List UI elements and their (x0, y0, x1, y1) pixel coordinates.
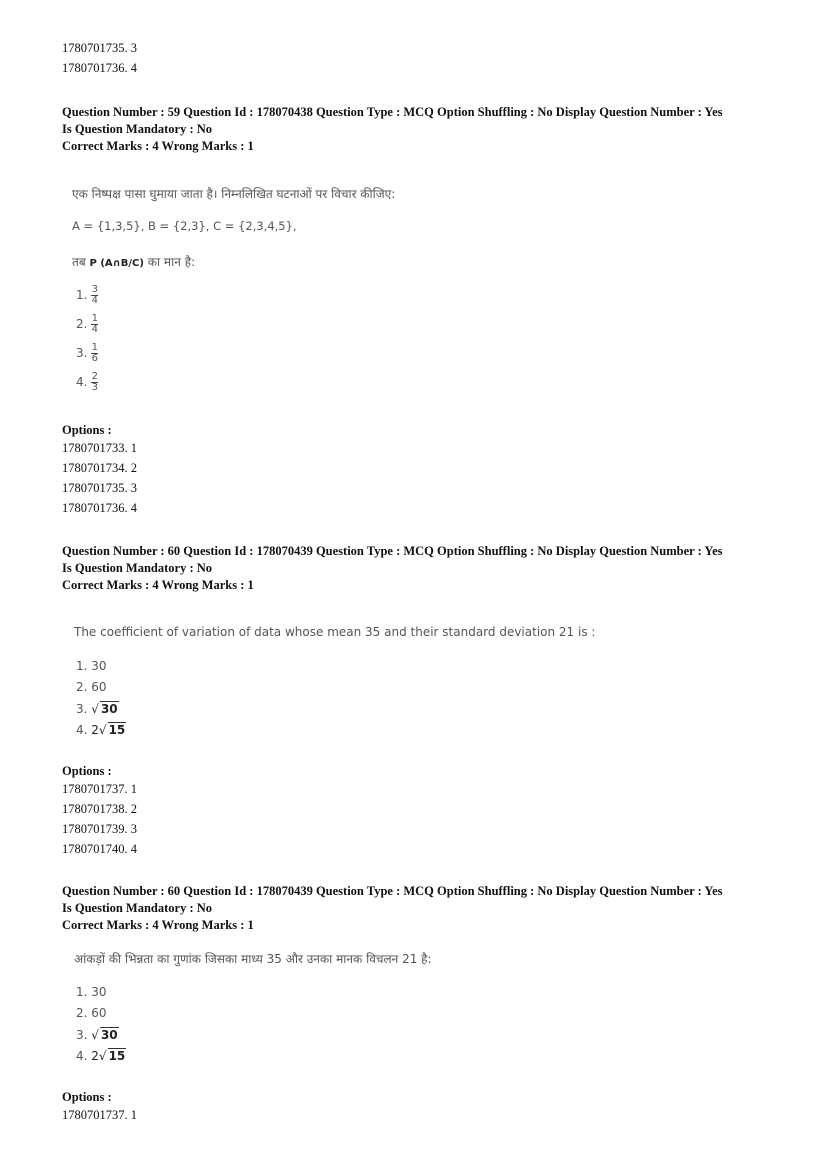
option-row: 1780701735. 3 (62, 41, 137, 55)
option-row: 1780701737. 1 (62, 782, 137, 796)
answer-choice: 2. 60 (76, 1006, 107, 1020)
question-text: एक निष्पक्ष पासा घुमाया जाता है। निम्नलिखित घटनाओं पर विचार कीजिए: (72, 187, 396, 201)
question-marks: Correct Marks : 4 Wrong Marks : 1 (62, 918, 254, 932)
question-header: Question Number : 60 Question Id : 178070439 Question Type : MCQ Option Shuffling : No Display Question Number : Yes (62, 884, 723, 898)
answer-choice: 2. $\frac{1}{4}$ (76, 313, 98, 335)
option-row: 1780701739. 3 (62, 822, 137, 836)
question-mandatory: Is Question Mandatory : No (62, 901, 213, 915)
question-header: Question Number : 59 Question Id : 178070438 Question Type : MCQ Option Shuffling : No Display Question Number : Yes (62, 105, 723, 119)
question-expression: तब P (A∩B/C) का मान है: (72, 255, 196, 269)
question-text: The coefficient of variation of data whose mean 35 and their standard deviation 21 is : (74, 625, 596, 639)
answer-choice: 1. $\frac{3}{4}$ (76, 284, 98, 306)
option-row: 1780701740. 4 (62, 842, 137, 856)
answer-choice: 3. $\frac{1}{6}$ (76, 342, 98, 364)
answer-choice: 3. √ 30 (76, 702, 118, 716)
question-header: Question Number : 60 Question Id : 178070439 Question Type : MCQ Option Shuffling : No Display Question Number : Yes (62, 544, 723, 558)
option-row: 1780701734. 2 (62, 461, 137, 475)
option-row: 1780701736. 4 (62, 501, 137, 515)
options-title: Options : (62, 1090, 112, 1104)
question-mandatory: Is Question Mandatory : No (62, 561, 213, 575)
option-row: 1780701738. 2 (62, 802, 137, 816)
question-marks: Correct Marks : 4 Wrong Marks : 1 (62, 139, 254, 153)
option-row: 1780701737. 1 (62, 1108, 137, 1122)
question-text: आंकड़ों की भिन्नता का गुणांक जिसका माध्य 35 और उनका मानक विचलन 21 है: (74, 952, 432, 966)
answer-choice: 4. 2√ 15 (76, 1049, 126, 1063)
option-row: 1780701733. 1 (62, 441, 137, 455)
option-row: 1780701735. 3 (62, 481, 137, 495)
answer-choice: 1. 30 (76, 659, 107, 673)
answer-choice: 3. √ 30 (76, 1028, 118, 1042)
question-mandatory: Is Question Mandatory : No (62, 122, 213, 136)
option-row: 1780701736. 4 (62, 61, 137, 75)
options-title: Options : (62, 764, 112, 778)
answer-choice: 4. $\frac{2}{3}$ (76, 371, 98, 393)
answer-choice: 4. 2√ 15 (76, 723, 126, 737)
options-title: Options : (62, 423, 112, 437)
answer-choice: 1. 30 (76, 985, 107, 999)
question-sets: A = {1,3,5}, B = {2,3}, C = {2,3,4,5}, (72, 219, 297, 233)
answer-choice: 2. 60 (76, 680, 107, 694)
question-marks: Correct Marks : 4 Wrong Marks : 1 (62, 578, 254, 592)
